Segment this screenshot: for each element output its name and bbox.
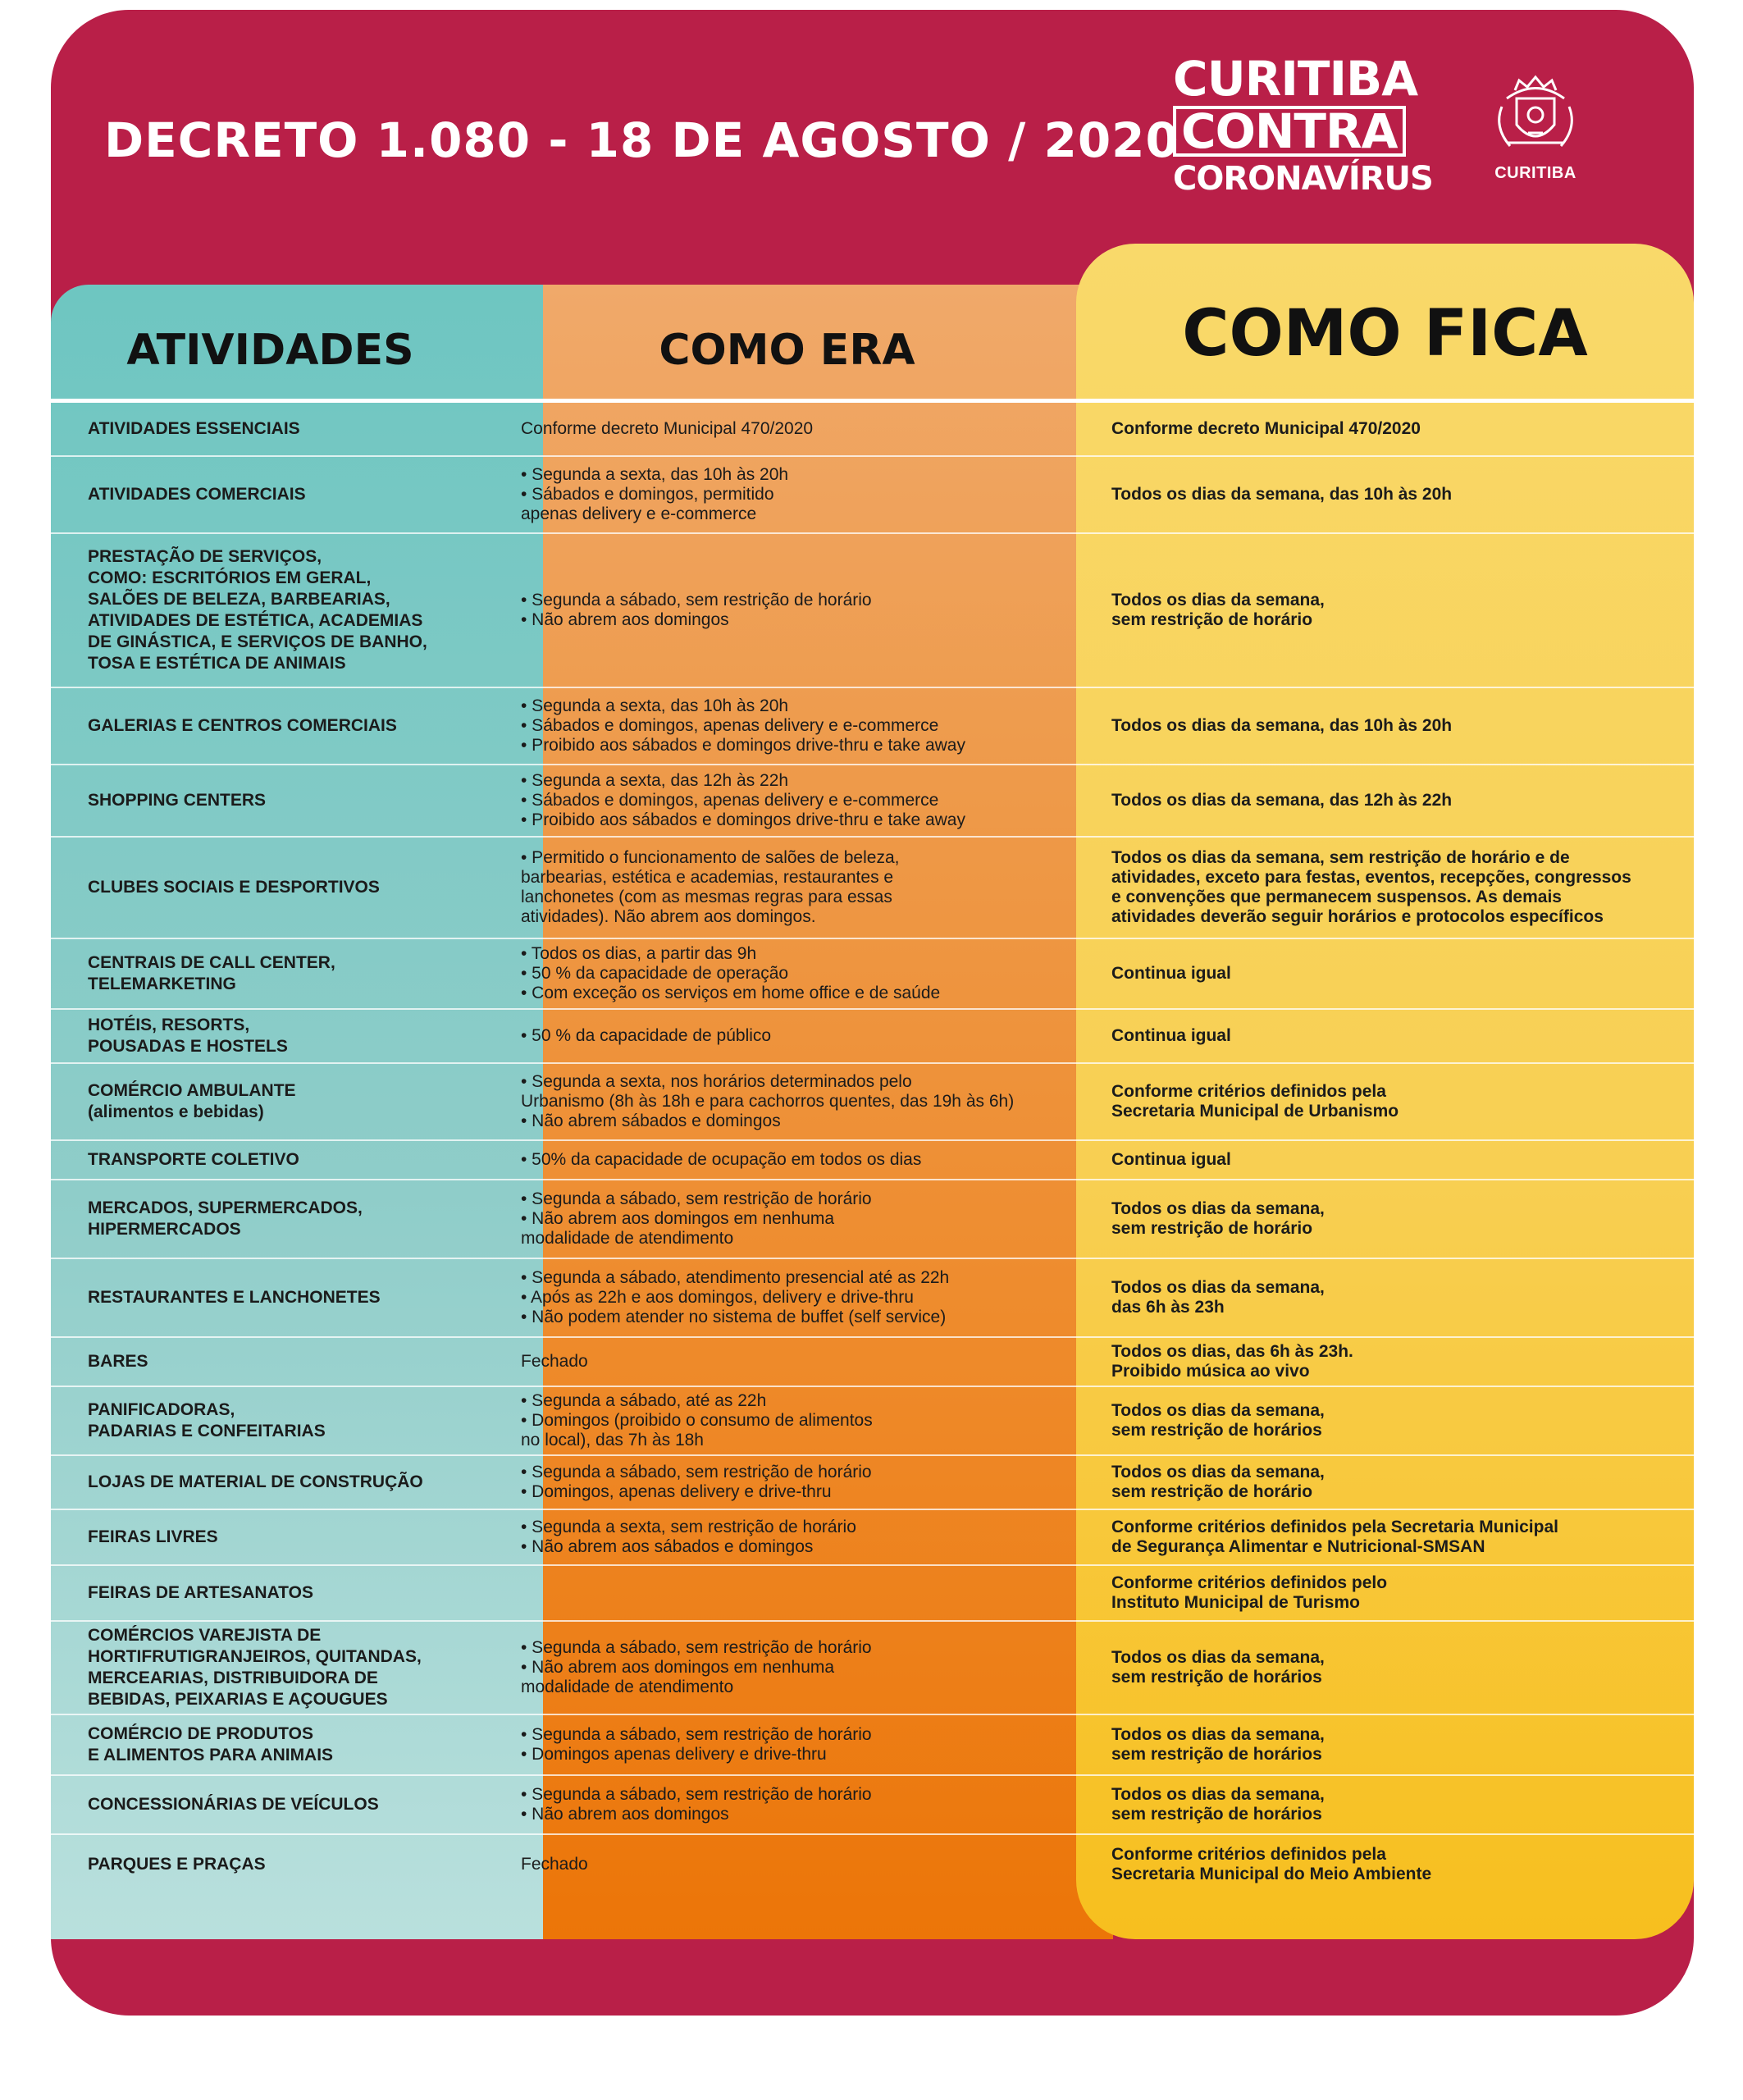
- column-header-como-era: COMO ERA: [659, 326, 915, 375]
- como-fica-cell: Conforme critérios definidos pela Secretaria Municipal de Segurança Alimentar e Nutricional-SMSAN: [1111, 1518, 1558, 1556]
- decree-title: DECRETO 1.080 - 18 DE AGOSTO / 2020: [104, 112, 1179, 168]
- como-era-cell: • Segunda a sábado, sem restrição de horário • Não abrem aos domingos: [521, 591, 872, 629]
- como-era-cell: • Segunda a sábado, até as 22h • Domingos (proibido o consumo de alimentos no local), das 7h às 18h: [521, 1391, 873, 1449]
- como-fica-cell: Continua igual: [1111, 964, 1231, 983]
- rules-table: [51, 403, 1694, 1894]
- como-era-cell: • Permitido o funcionamento de salões de beleza, barbearias, estética e academias, restaurantes e lanchonetes (com as mesmas regras para essas atividades). Não abrem aos domingos.: [521, 848, 900, 926]
- como-fica-cell: Todos os dias, das 6h às 23h. Proibido música ao vivo: [1111, 1342, 1353, 1381]
- como-fica-cell: Todos os dias da semana, sem restrição de horário: [1111, 1199, 1325, 1238]
- como-era-cell: • Segunda a sábado, atendimento presencial até as 22h • Após as 22h e aos domingos, delivery e drive-thru • Não podem atender no sistema de buffet (self service): [521, 1268, 950, 1326]
- como-fica-cell: Continua igual: [1111, 1150, 1231, 1169]
- atividade-cell: PANIFICADORAS, PADARIAS E CONFEITARIAS: [88, 1400, 326, 1440]
- como-era-cell: Fechado: [521, 1352, 588, 1371]
- atividade-cell: BARES: [88, 1352, 148, 1371]
- como-era-cell: • Segunda a sexta, nos horários determinados pelo Urbanismo (8h às 18h e para cachorros quentes, das 19h às 6h) • Não abrem sábados e domingos: [521, 1072, 1015, 1130]
- como-fica-cell: Todos os dias da semana, das 12h às 22h: [1111, 791, 1453, 810]
- como-era-cell: • Segunda a sexta, das 10h às 20h • Sábados e domingos, permitido apenas delivery e e-commerce: [521, 465, 789, 523]
- city-seal: [1482, 74, 1589, 183]
- poster: [51, 10, 1694, 2016]
- atividade-cell: HOTÉIS, RESORTS, POUSADAS E HOSTELS: [88, 1016, 288, 1056]
- table-row: [51, 688, 1694, 765]
- atividade-cell: ATIVIDADES ESSENCIAIS: [88, 419, 300, 438]
- atividade-cell: PRESTAÇÃO DE SERVIÇOS, COMO: ESCRITÓRIOS EM GERAL, SALÕES DE BELEZA, BARBEARIAS, ATIVIDADES DE ESTÉTICA, ACADEMIAS DE GINÁSTICA, E SERVIÇOS DE BANHO, TOSA E ESTÉTICA DE ANIMAIS: [88, 547, 427, 673]
- table-row: [51, 1456, 1694, 1510]
- como-fica-cell: Conforme critérios definidos pela Secretaria Municipal de Urbanismo: [1111, 1082, 1399, 1121]
- como-fica-cell: Todos os dias da semana, sem restrição de horário: [1111, 591, 1325, 629]
- como-era-cell: Fechado: [521, 1855, 588, 1874]
- table-row: [51, 1259, 1694, 1338]
- atividade-cell: COMÉRCIOS VAREJISTA DE HORTIFRUTIGRANJEIROS, QUITANDAS, MERCEARIAS, DISTRIBUIDORA DE BEBIDAS, PEIXARIAS E AÇOUGUES: [88, 1626, 422, 1709]
- como-fica-cell: Conforme critérios definidos pela Secretaria Municipal do Meio Ambiente: [1111, 1845, 1432, 1883]
- como-era-cell: • Segunda a sexta, das 12h às 22h • Sábados e domingos, apenas delivery e e-commerce • Proibido aos sábados e domingos drive-thru e take away: [521, 771, 965, 829]
- como-era-cell: • Todos os dias, a partir das 9h • 50 % da capacidade de operação • Com exceção os serviços em home office e de saúde: [521, 944, 941, 1002]
- como-fica-cell: Todos os dias da semana, das 10h às 20h: [1111, 716, 1453, 735]
- atividade-cell: LOJAS DE MATERIAL DE CONSTRUÇÃO: [88, 1472, 423, 1491]
- como-fica-cell: Todos os dias da semana, sem restrição de horários: [1111, 1648, 1325, 1687]
- atividade-cell: ATIVIDADES COMERCIAIS: [88, 485, 306, 504]
- como-fica-cell: Todos os dias da semana, sem restrição de horário: [1111, 1463, 1325, 1501]
- como-era-cell: • Segunda a sábado, sem restrição de horário • Domingos apenas delivery e drive-thru: [521, 1725, 872, 1764]
- table-row: [51, 939, 1694, 1010]
- como-fica-cell: Todos os dias da semana, das 10h às 20h: [1111, 485, 1453, 504]
- atividade-cell: CONCESSIONÁRIAS DE VEÍCULOS: [88, 1795, 379, 1814]
- logo-line-1: CURITIBA: [1173, 51, 1418, 107]
- table-row: [51, 1387, 1694, 1456]
- table-row: [51, 1776, 1694, 1835]
- atividade-cell: GALERIAS E CENTROS COMERCIAIS: [88, 716, 397, 735]
- table-row: [51, 1180, 1694, 1259]
- table-row: [51, 838, 1694, 939]
- atividade-cell: RESTAURANTES E LANCHONETES: [88, 1288, 381, 1307]
- como-fica-cell: Todos os dias da semana, das 6h às 23h: [1111, 1278, 1325, 1317]
- table-row: [51, 765, 1694, 838]
- atividade-cell: SHOPPING CENTERS: [88, 791, 267, 810]
- como-fica-cell: Todos os dias da semana, sem restrição de horários: [1111, 1785, 1325, 1824]
- atividade-cell: MERCADOS, SUPERMERCADOS, HIPERMERCADOS: [88, 1198, 363, 1239]
- table-row: [51, 1510, 1694, 1566]
- atividade-cell: FEIRAS DE ARTESANATOS: [88, 1583, 313, 1602]
- table-row: [51, 1622, 1694, 1715]
- table-row: [51, 1566, 1694, 1622]
- como-era-cell: • Segunda a sábado, sem restrição de horário • Domingos, apenas delivery e drive-thru: [521, 1463, 872, 1501]
- table-row: [51, 403, 1694, 457]
- como-era-cell: • Segunda a sábado, sem restrição de horário • Não abrem aos domingos em nenhuma modalidade de atendimento: [521, 1189, 872, 1248]
- curitiba-contra-coronavirus-logo: [1173, 51, 1433, 198]
- table-row: [51, 1064, 1694, 1141]
- atividade-cell: PARQUES E PRAÇAS: [88, 1855, 266, 1874]
- atividade-cell: FEIRAS LIVRES: [88, 1527, 218, 1546]
- column-header-como-fica: COMO FICA: [1182, 297, 1588, 371]
- logo-line-2: CONTRA: [1173, 106, 1406, 157]
- como-fica-cell: Todos os dias da semana, sem restrição de horários: [1111, 1401, 1325, 1440]
- como-fica-cell: Todos os dias da semana, sem restrição de horários: [1111, 1725, 1325, 1764]
- table-row: [51, 457, 1694, 534]
- table-row: [51, 534, 1694, 688]
- table-row: [51, 1010, 1694, 1064]
- como-era-cell: • Segunda a sábado, sem restrição de horário • Não abrem aos domingos: [521, 1785, 872, 1824]
- como-fica-cell: Conforme decreto Municipal 470/2020: [1111, 419, 1421, 438]
- city-coat-of-arms-icon: [1490, 74, 1581, 156]
- logo-line-3: CORONAVÍRUS: [1173, 160, 1433, 198]
- como-era-cell: • Segunda a sexta, das 10h às 20h • Sábados e domingos, apenas delivery e e-commerce • Proibido aos sábados e domingos drive-thru e take away: [521, 696, 965, 755]
- seal-label: CURITIBA: [1494, 164, 1576, 182]
- como-era-cell: • 50 % da capacidade de público: [521, 1026, 772, 1045]
- como-fica-cell: Continua igual: [1111, 1026, 1231, 1045]
- table-row: [51, 1715, 1694, 1776]
- table-row: [51, 1835, 1694, 1894]
- como-fica-cell: Conforme critérios definidos pelo Instituto Municipal de Turismo: [1111, 1573, 1388, 1612]
- atividade-cell: CLUBES SOCIAIS E DESPORTIVOS: [88, 878, 380, 897]
- atividade-cell: COMÉRCIO AMBULANTE (alimentos e bebidas): [88, 1081, 296, 1121]
- como-fica-cell: Todos os dias da semana, sem restrição de horário e de atividades, exceto para festas, eventos, recepções, congressos e convenções que permanecem suspensos. As demais atividades deverão seguir horários e protocolos específicos: [1111, 848, 1631, 926]
- como-era-cell: Conforme decreto Municipal 470/2020: [521, 419, 814, 438]
- como-era-cell: • 50% da capacidade de ocupação em todos os dias: [521, 1150, 922, 1169]
- atividade-cell: CENTRAIS DE CALL CENTER, TELEMARKETING: [88, 953, 335, 993]
- como-era-cell: • Segunda a sexta, sem restrição de horário • Não abrem aos sábados e domingos: [521, 1518, 856, 1556]
- column-header-atividades: ATIVIDADES: [126, 326, 414, 375]
- atividade-cell: TRANSPORTE COLETIVO: [88, 1150, 299, 1169]
- atividade-cell: COMÉRCIO DE PRODUTOS E ALIMENTOS PARA ANIMAIS: [88, 1724, 334, 1764]
- table-row: [51, 1141, 1694, 1180]
- como-era-cell: • Segunda a sábado, sem restrição de horário • Não abrem aos domingos em nenhuma modalidade de atendimento: [521, 1638, 872, 1696]
- table-row: [51, 1338, 1694, 1387]
